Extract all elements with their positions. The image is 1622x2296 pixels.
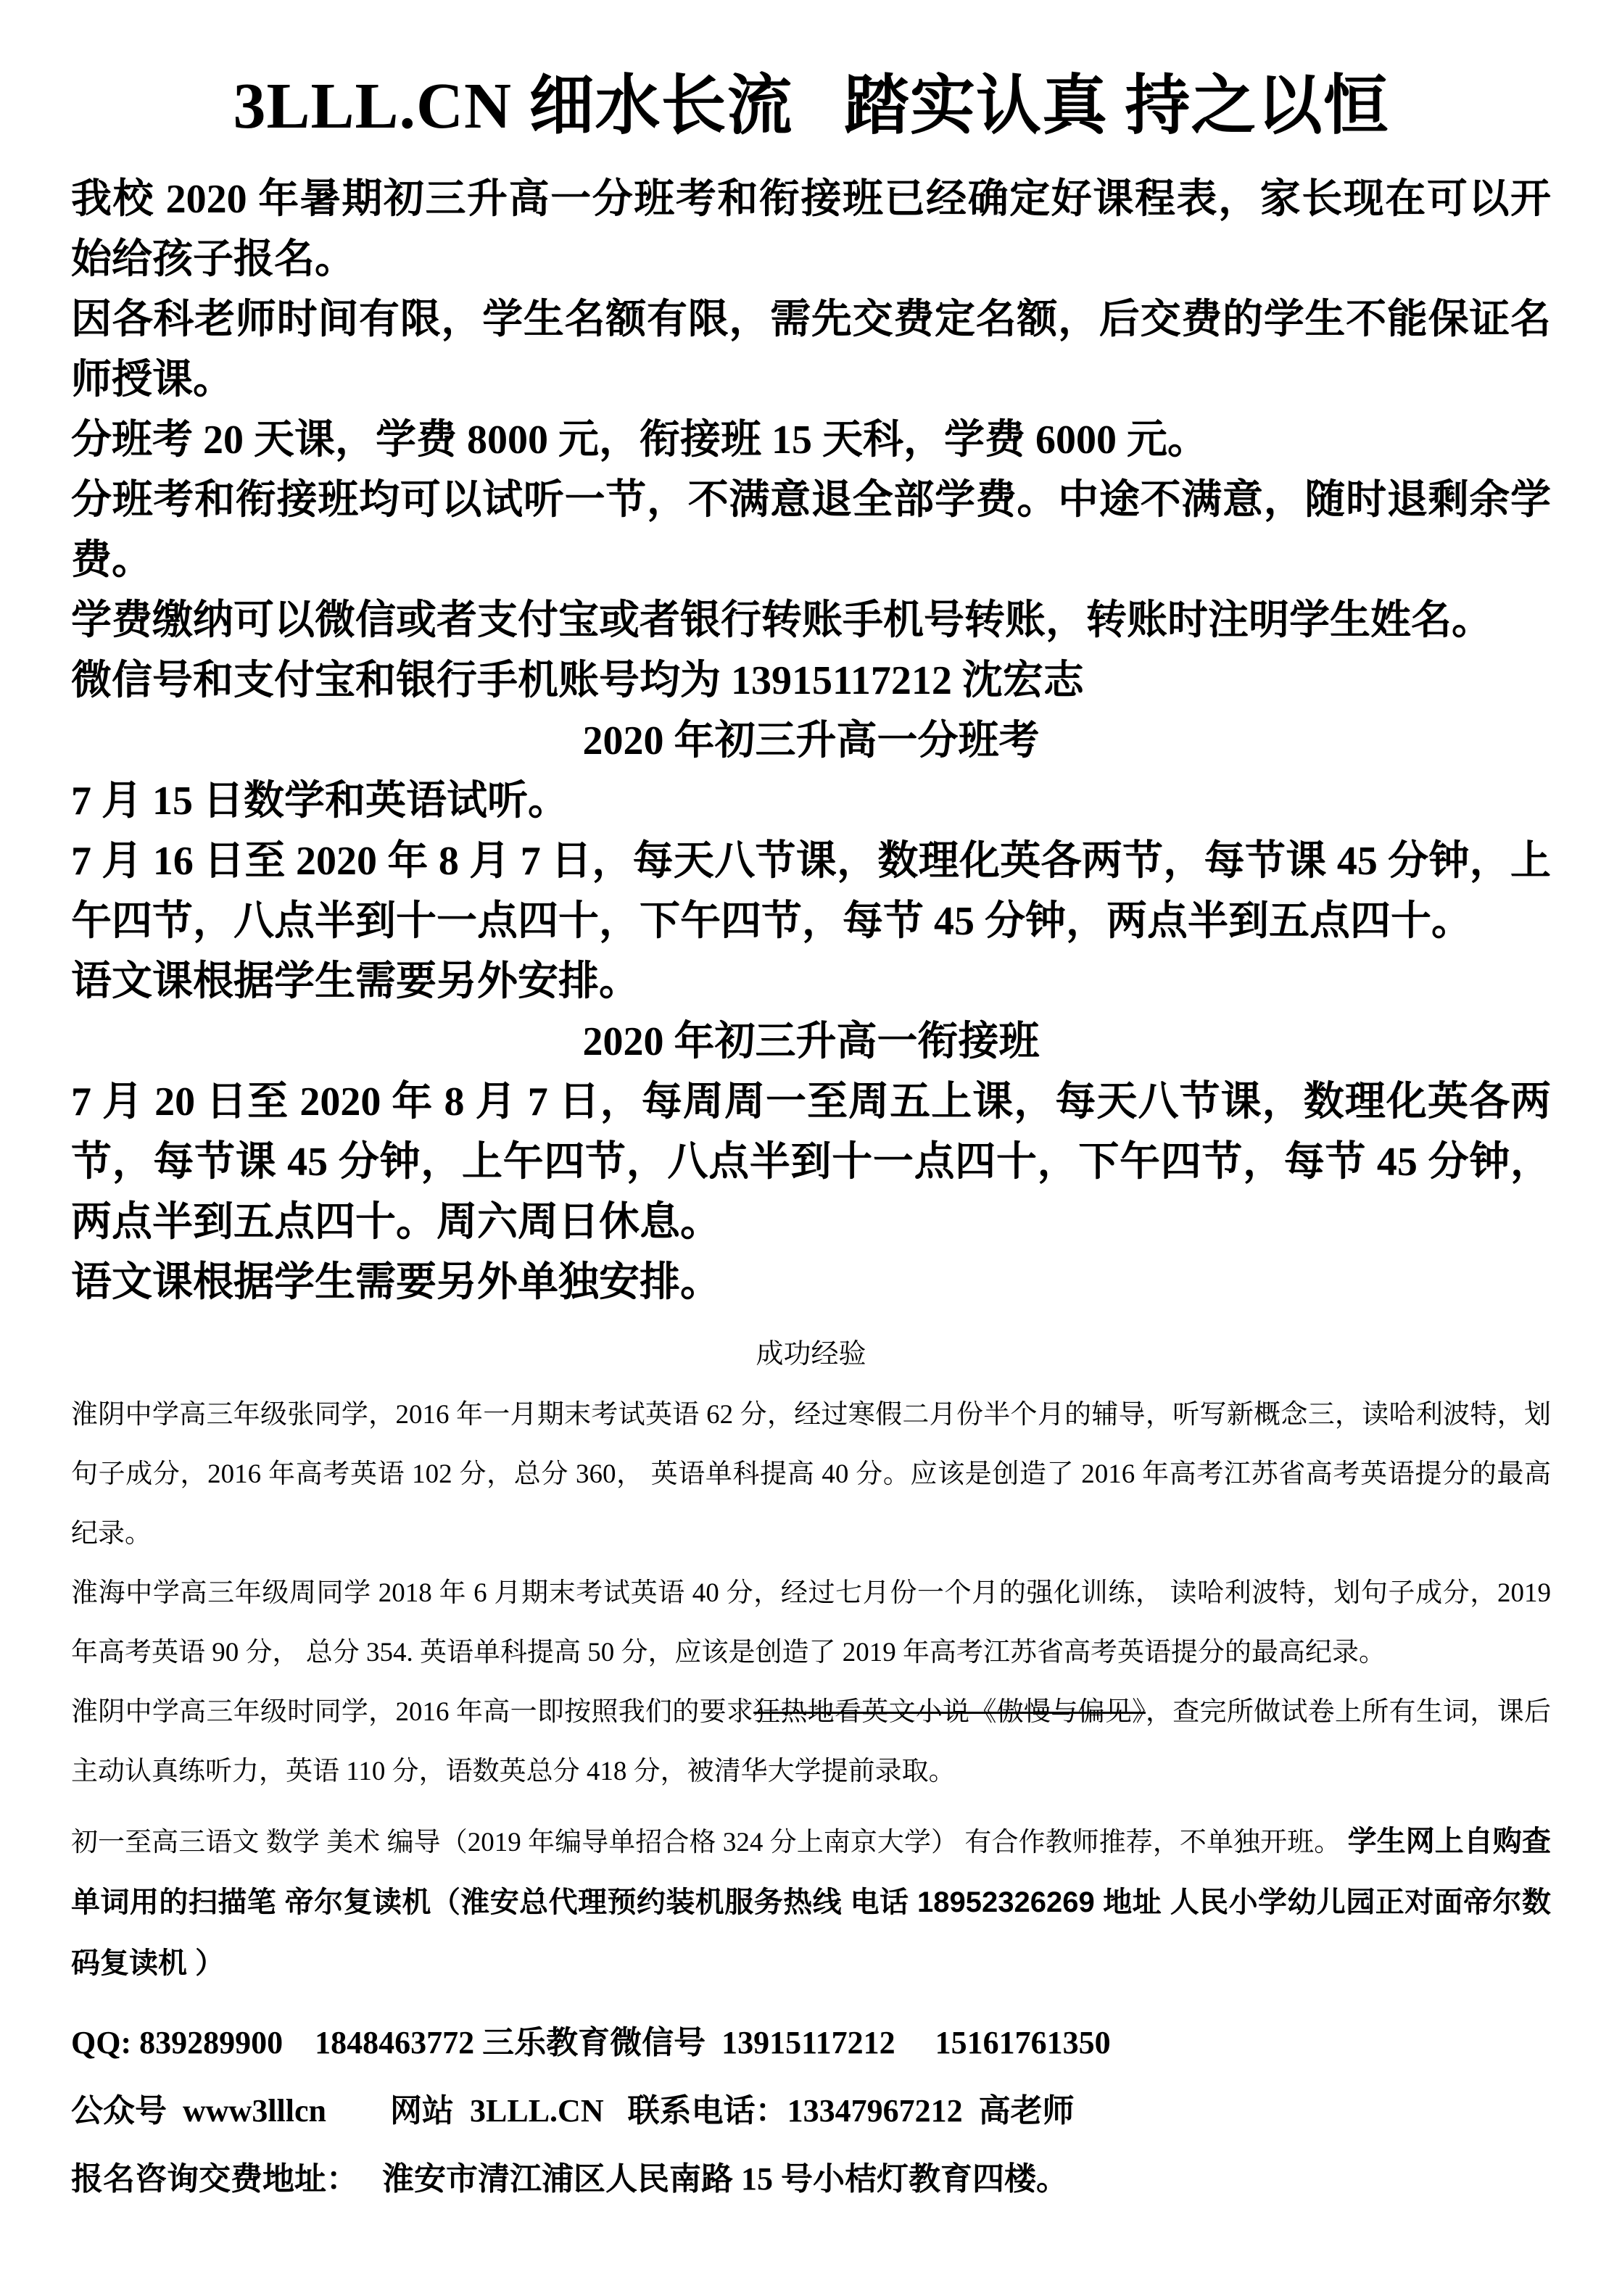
success-story-3-strikethrough-text: 狂热地看英文小说《傲慢与偏见》 bbox=[753, 1697, 1146, 1727]
official-account-website-phone-line: 公众号 www3lllcn 网站 3LLL.CN 联系电话：13347967212 高老师 bbox=[71, 2093, 1075, 2129]
bridge-class-paragraph-2: 语文课根据学生需要另外单独安排。 bbox=[71, 1260, 721, 1305]
intro-paragraph-4: 分班考和衔接班均可以试听一节，不满意退全部学费。中途不满意，随时退剩余学费。 bbox=[71, 478, 1551, 583]
intro-paragraph-3: 分班考 20 天课，学费 8000 元，衔接班 15 天科，学费 6000 元。 bbox=[71, 418, 1208, 463]
intro-paragraph-5: 学费缴纳可以微信或者支付宝或者银行转账手机号转账，转账时注明学生姓名。 bbox=[71, 598, 1492, 643]
courses-offered-text: 初一至高三语文 数学 美术 编导（2019 年编导单招合格 324 分上南京大学） 有合作教师推荐，不单独开班。 bbox=[71, 1828, 1348, 1857]
placement-exam-paragraph-3: 语文课根据学生需要另外安排。 bbox=[71, 959, 640, 1004]
placement-exam-paragraph-2: 7 月 16 日至 2020 年 8 月 7 日，每天八节课，数理化英各两节，每节课 45 分钟，上午四节，八点半到十一点四十，下午四节，每节 45 分钟，两点半到五点四十。 bbox=[71, 839, 1551, 944]
registration-address-line: 报名咨询交费地址： 淮安市清江浦区人民南路 15 号小桔灯教育四楼。 bbox=[71, 2161, 1068, 2197]
contact-section bbox=[71, 2009, 1551, 2213]
intro-paragraph-2: 因各科老师时间有限，学生名额有限，需先交费定名额，后交费的学生不能保证名师授课。 bbox=[71, 297, 1551, 402]
intro-paragraph-payment-account: 微信号和支付宝和银行手机账号均为 13915117212 沈宏志 bbox=[71, 658, 1084, 703]
bridge-class-heading: 2020 年初三升高一衔接班 bbox=[582, 1019, 1040, 1064]
success-stories-section bbox=[71, 1332, 1551, 1994]
success-story-2: 淮海中学高三年级周同学 2018 年 6 月期末考试英语 40 分，经过七月份一个月的强化训练， 读哈利波特，划句子成分，2019 年高考英语 90 分， 总分 354. 英语单科提高 50 分，应该是创造了 2019 年高考江苏省高考英语提分的最高纪录。 bbox=[71, 1578, 1551, 1667]
success-story-1: 淮阴中学高三年级张同学，2016 年一月期末考试英语 62 分，经过寒假二月份半个月的辅导，听写新概念三，读哈利波特，划句子成分，2016 年高考英语 102 分，总分 360， 英语单科提高 40 分。应该是创造了 2016 年高考江苏省高考英语提分的最高纪录。 bbox=[71, 1400, 1551, 1549]
bridge-class-paragraph-1: 7 月 20 日至 2020 年 8 月 7 日，每周周一至周五上课，每天八节课，数理化英各两节，每节课 45 分钟，上午四节，八点半到十一点四十，下午四节，每节 45 分钟，两点半到五点四十。周六周日休息。 bbox=[71, 1079, 1551, 1245]
success-story-3-text: 淮阴中学高三年级时同学，2016 年高一即按照我们的要求 bbox=[71, 1697, 754, 1727]
placement-exam-section bbox=[71, 711, 1551, 1012]
placement-exam-heading: 2020 年初三升高一分班考 bbox=[582, 718, 1040, 763]
document-title: 3LLL.CN 细水长流 踏实认真 持之以恒 bbox=[233, 70, 1389, 142]
bridge-class-section bbox=[71, 1012, 1551, 1313]
intro-paragraph-1: 我校 2020 年暑期初三升高一分班考和衔接班已经确定好课程表，家长现在可以开始给孩子报名。 bbox=[71, 177, 1551, 282]
qq-wechat-line: QQ: 839289900 1848463772 三乐教育微信号 13915117212 15161761350 bbox=[71, 2025, 1111, 2060]
placement-exam-paragraph-1: 7 月 15 日数学和英语试听。 bbox=[71, 779, 568, 824]
courses-and-devices-line bbox=[71, 1812, 1551, 1994]
success-story-3 bbox=[71, 1683, 1551, 1802]
success-stories-heading: 成功经验 bbox=[756, 1339, 866, 1369]
success-story-3-text-continued: ，查完所做试卷上所有生词，课后主动认真练听力，英语 110 分，语数英总分 418 分，被清华大学提前录取。 bbox=[71, 1697, 1552, 1786]
scanner-pen-repeater-bold-text: 学生网上自购查单词用的扫描笔 帝尔复读机（淮安总代理预约装机服务热线 电话 18952326269 地址 人民小学幼儿园正对面帝尔数码复读机 ） bbox=[71, 1825, 1551, 1979]
intro-section bbox=[71, 170, 1551, 711]
